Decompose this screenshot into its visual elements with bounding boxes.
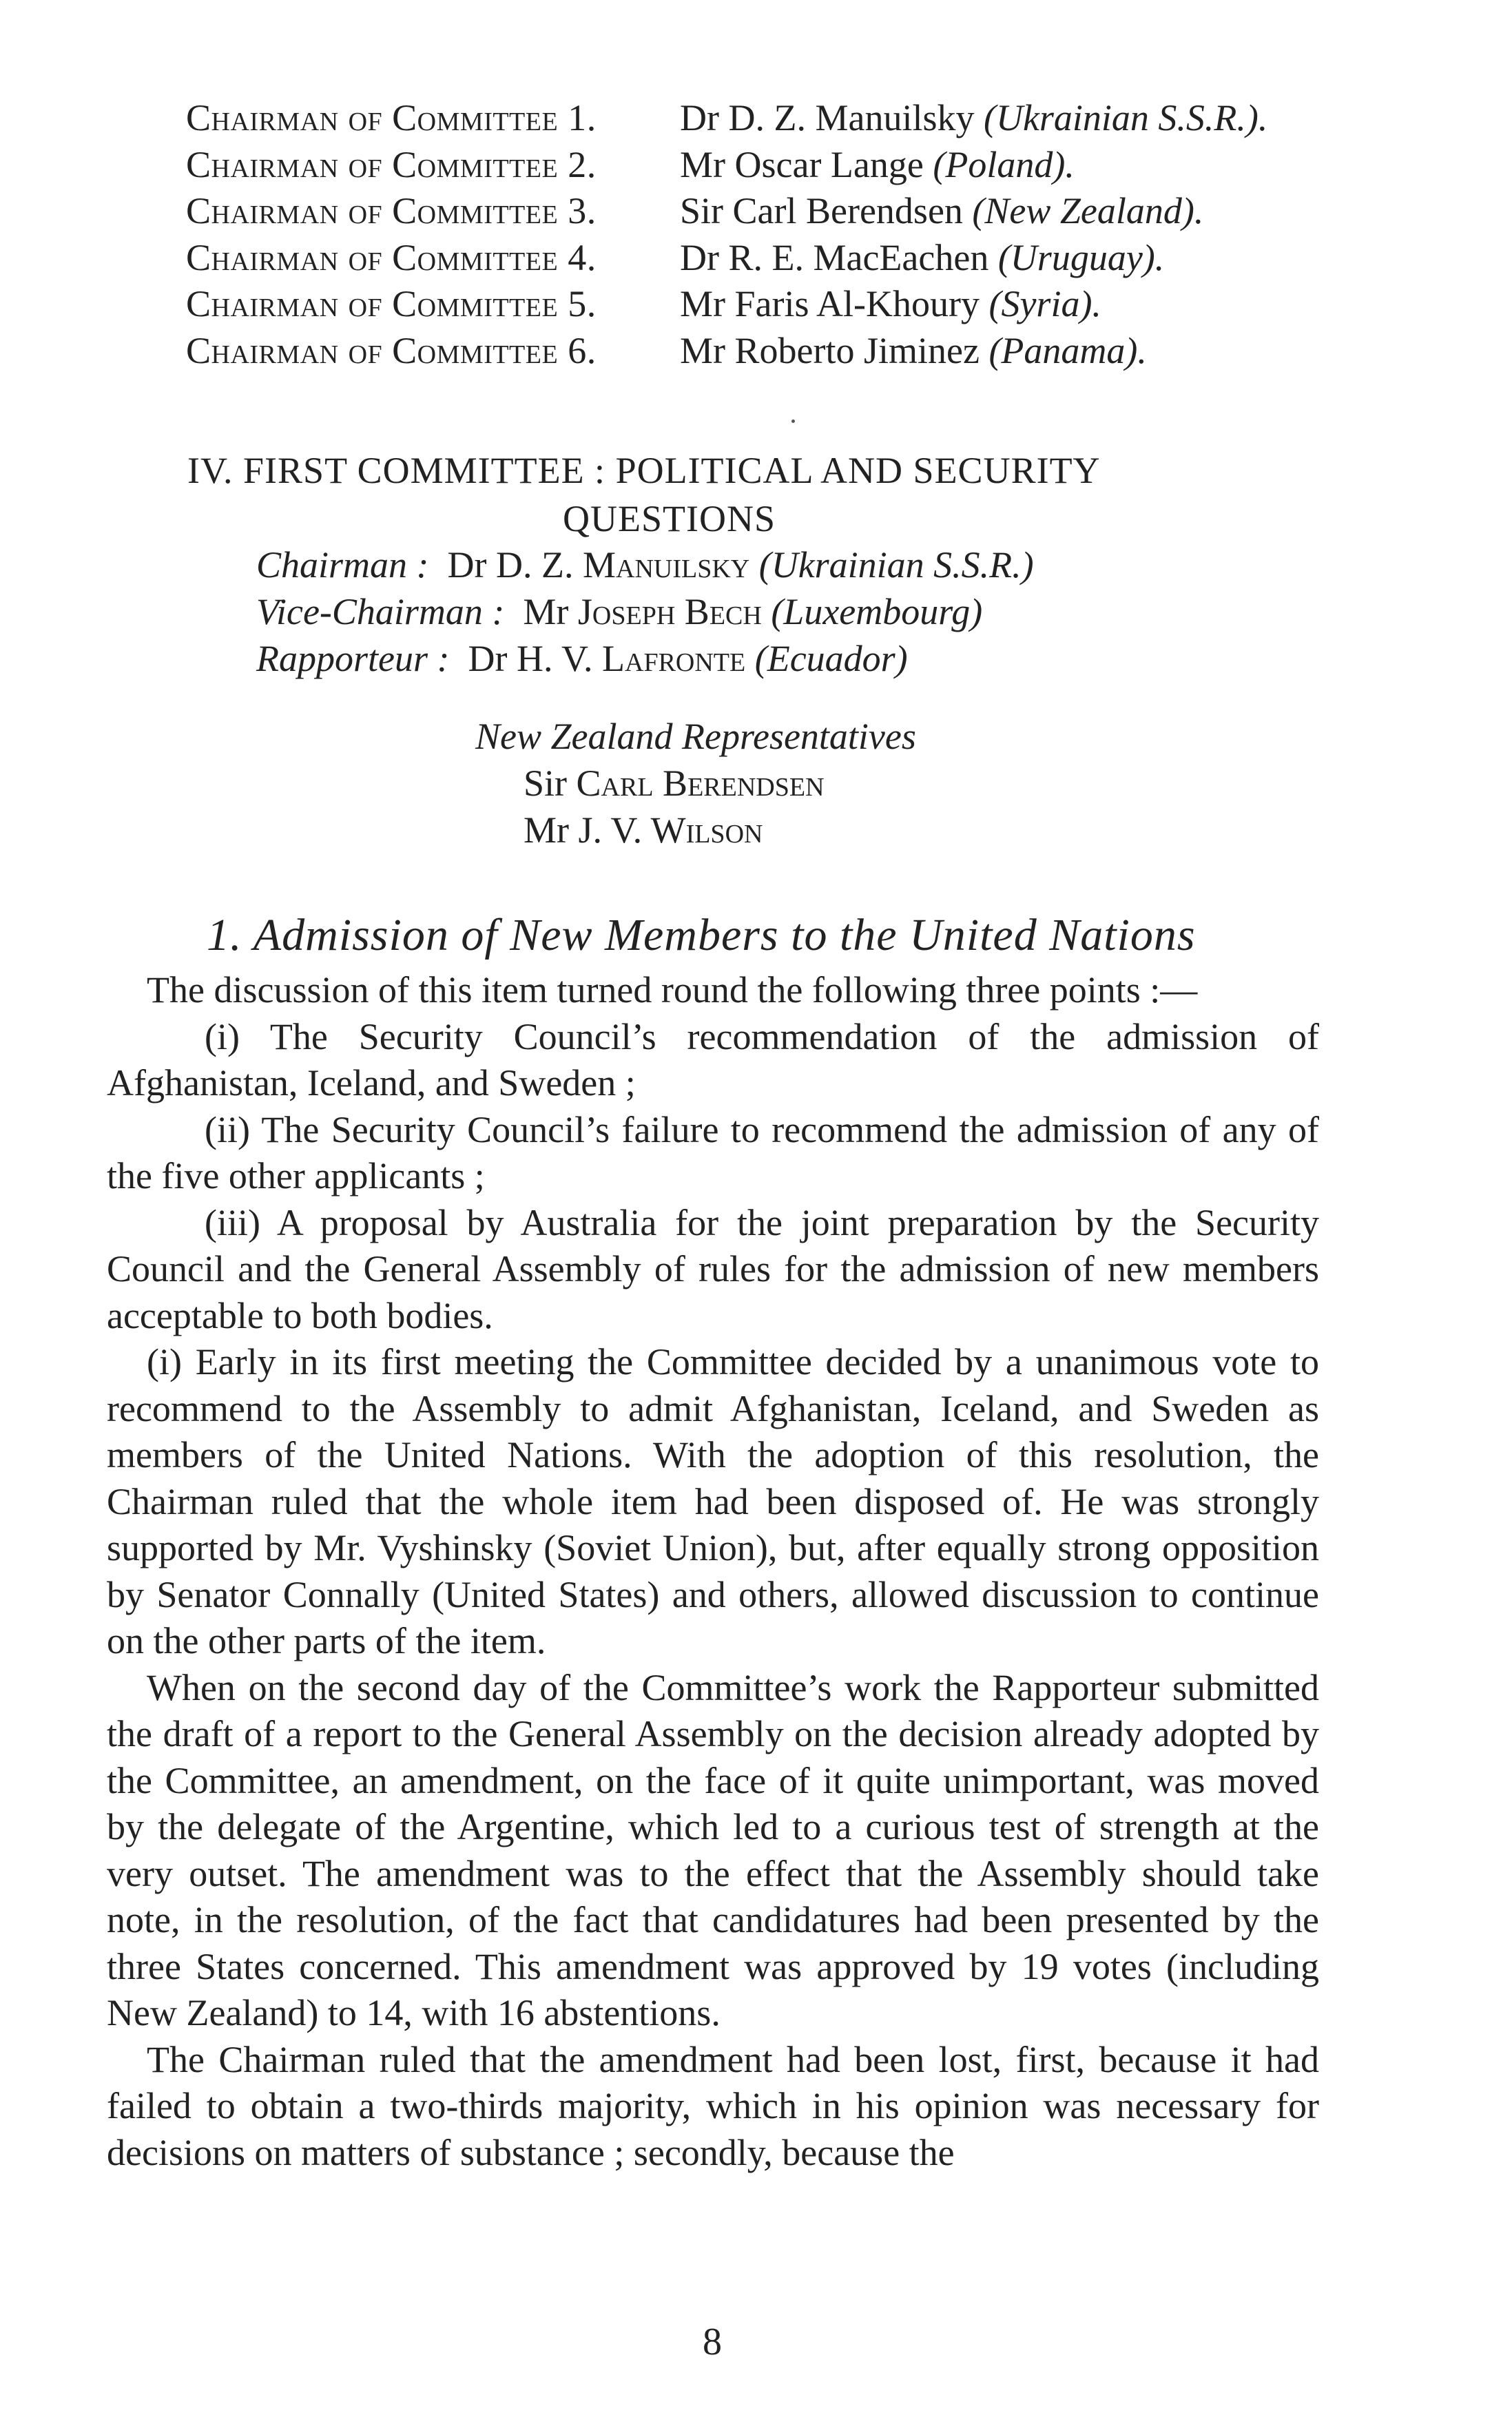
officer-prefix: Dr <box>447 544 487 586</box>
chairman-row <box>186 328 1267 375</box>
paragraph-point: (i) The Security Council’s recommendation of the admission of Afghanistan, Iceland, and Sweden ; <box>107 1015 1319 1103</box>
officer-row <box>256 541 1034 588</box>
paragraph: The discussion of this item turned round the following three points :— <box>147 969 1198 1011</box>
nz-representative <box>475 760 916 807</box>
chairman-name: Mr Oscar Lange <box>680 143 924 185</box>
rep-prefix: Mr <box>524 809 569 851</box>
chairman-country: (Panama). <box>988 329 1147 371</box>
chairman-name: Mr Faris Al-Khoury <box>680 283 980 324</box>
officer-row <box>256 635 1034 682</box>
committee-officers <box>256 541 1034 682</box>
paragraph: When on the second day of the Committee’s work the Rapporteur submitted the draft of a report to the General Assembly on the decision already adopted by the Committee, an amendment, on the face of it quite unimportant, was moved by the delegate of the Argentine, which led to a curious test of strength at the very outset. The amendment was to the effect that the Assembly should take note, in the resolution, of the fact that candidatures had been presented by the three States concerned. This amendment was approved by 19 votes (including New Zealand) to 14, with 16 abstentions. <box>107 1666 1319 2033</box>
chairman-role: Chairman of Committee 1. <box>186 97 597 138</box>
chairman-name: Sir Carl Berendsen <box>680 190 963 231</box>
section-heading <box>187 446 1307 543</box>
nz-representative <box>475 807 916 853</box>
body-text <box>107 967 1319 2176</box>
officer-country: (Ukrainian S.S.R.) <box>758 544 1034 586</box>
chairman-country: (Syria). <box>988 283 1101 324</box>
paragraph: The Chairman ruled that the amendment had been lost, first, because it had failed to obtain a two-thirds majority, which in his opinion was necessary for decisions on matters of substance ; secondly, because the <box>107 2038 1319 2173</box>
officer-name: D. Z. Manuilsky <box>496 544 750 586</box>
chairman-row <box>186 235 1267 282</box>
chairman-name: Dr D. Z. Manuilsky <box>680 97 975 138</box>
page-number: 8 <box>703 2321 722 2363</box>
rep-name: J. V. Wilson <box>578 809 763 851</box>
print-speck <box>791 419 795 423</box>
chairman-role: Chairman of Committee 2. <box>186 143 597 185</box>
officer-name: Joseph Bech <box>577 591 762 632</box>
officer-prefix: Mr <box>523 591 569 632</box>
officer-name: H. V. Lafronte <box>516 638 746 679</box>
chairman-row <box>186 95 1267 142</box>
officer-title: Chairman : <box>256 544 429 586</box>
chairman-row <box>186 142 1267 189</box>
rep-prefix: Sir <box>524 763 568 804</box>
paragraph: (i) Early in its first meeting the Committee decided by a unanimous vote to recommend to the Assembly to admit Afghanistan, Iceland, and Sweden as members of the United Nations. With the adoption of this resolution, the Chairman ruled that the whole item had been disposed of. He was strongly supported by Mr. Vyshinsky (Soviet Union), but, after equally strong opposition by Senator Connally (United States) and others, allowed discussion to continue on the other parts of the item. <box>107 1341 1319 1661</box>
committee-chairmen-list <box>186 95 1267 374</box>
chairman-role: Chairman of Committee 6. <box>186 329 597 371</box>
chairman-row <box>186 188 1267 235</box>
chairman-country: (Uruguay). <box>997 236 1165 278</box>
chairman-country: (Ukrainian S.S.R.). <box>983 97 1268 138</box>
officer-row <box>256 588 1034 635</box>
chairman-name: Dr R. E. MacEachen <box>680 236 989 278</box>
chairman-country: (New Zealand). <box>972 190 1204 231</box>
rep-name: Carl Berendsen <box>576 763 825 804</box>
chairman-role: Chairman of Committee 3. <box>186 190 597 231</box>
officer-country: (Ecuador) <box>754 638 908 679</box>
section-heading-line2: QUESTIONS <box>562 498 776 539</box>
officer-title: Rapporteur : <box>256 638 450 679</box>
chairman-name: Mr Roberto Jiminez <box>680 329 980 371</box>
chairman-role: Chairman of Committee 4. <box>186 236 597 278</box>
officer-prefix: Dr <box>468 638 508 679</box>
nz-representatives <box>475 713 916 853</box>
chairman-country: (Poland). <box>933 143 1075 185</box>
item-title: 1. Admission of New Members to the United Nations <box>207 910 1196 960</box>
chairman-role: Chairman of Committee 5. <box>186 283 597 324</box>
officer-country: (Luxembourg) <box>771 591 983 632</box>
paragraph-point: (iii) A proposal by Australia for the joint preparation by the Security Council and the General Assembly of rules for the admission of new members acceptable to both bodies. <box>107 1201 1319 1336</box>
chairman-row <box>186 281 1267 328</box>
nz-representatives-title: New Zealand Representatives <box>475 716 916 757</box>
section-heading-line1: IV. FIRST COMMITTEE : POLITICAL AND SECURITY <box>187 450 1101 491</box>
paragraph-point: (ii) The Security Council’s failure to recommend the admission of any of the five other applicants ; <box>107 1108 1319 1196</box>
officer-title: Vice-Chairman : <box>256 591 505 632</box>
